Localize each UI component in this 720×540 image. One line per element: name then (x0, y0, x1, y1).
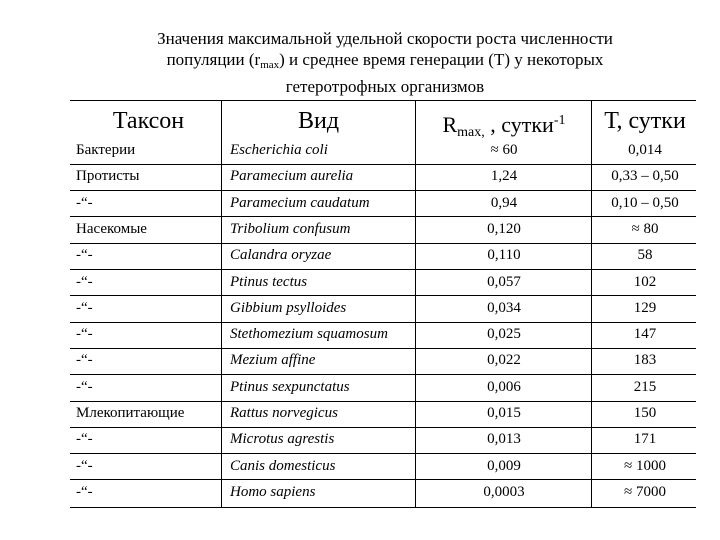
cell-species: Paramecium caudatum (230, 195, 370, 211)
title-line-2-start: популяции (r (166, 50, 261, 69)
header-rmax-subscript: max, (457, 125, 485, 140)
cell-generation-time: 102 (633, 274, 657, 290)
cell-rmax: 1,24 (490, 168, 518, 184)
cell-taxon: Бактерии (76, 142, 136, 158)
title-line-3: гетеротрофных организмов (285, 77, 485, 96)
cell-species: Escherichia coli (230, 142, 328, 158)
cell-species: Microtus agrestis (230, 431, 335, 447)
cell-generation-time: 129 (633, 300, 657, 316)
cell-taxon: Протисты (76, 168, 140, 184)
cell-species: Paramecium aurelia (230, 168, 354, 184)
cell-rmax: 0,120 (487, 221, 521, 237)
cell-taxon: -“- (76, 431, 93, 447)
column-divider-species (415, 100, 416, 507)
cell-species: Ptinus tectus (230, 274, 308, 290)
table-top-border (70, 100, 696, 101)
cell-taxon: -“- (76, 326, 93, 342)
cell-generation-time: 183 (633, 352, 657, 368)
cell-generation-time: 147 (633, 326, 657, 342)
cell-generation-time: 215 (633, 379, 657, 395)
cell-generation-time: ≈ 80 (631, 221, 659, 237)
cell-generation-time: 58 (637, 247, 653, 263)
cell-rmax: 0,94 (490, 195, 518, 211)
cell-species: Stethomezium squamosum (230, 326, 388, 342)
cell-generation-time: 150 (633, 405, 657, 421)
title-line-1: Значения максимальной удельной скорости роста численности (157, 29, 613, 48)
title-line-2-end: ) и среднее время генерации (Т) у некоторых (279, 50, 604, 69)
cell-rmax: 0,0003 (483, 484, 525, 500)
column-divider-taxon (221, 100, 222, 507)
cell-generation-time: 171 (633, 431, 657, 447)
cell-species: Homo sapiens (230, 484, 316, 500)
cell-taxon: -“- (76, 247, 93, 263)
title-line-2 (60, 49, 710, 76)
cell-species: Tribolium confusum (230, 221, 351, 237)
header-generation-time: Т, сутки (604, 108, 686, 134)
table-bottom-border (70, 507, 696, 508)
header-rmax (417, 103, 591, 139)
column-divider-r (591, 100, 592, 507)
cell-generation-time: 0,10 – 0,50 (611, 195, 679, 211)
cell-rmax: 0,025 (487, 326, 521, 342)
cell-generation-time: 0,014 (628, 142, 662, 158)
cell-taxon: -“- (76, 484, 93, 500)
cell-rmax: 0,013 (487, 431, 521, 447)
cell-species: Mezium affine (230, 352, 316, 368)
cell-rmax: 0,034 (487, 300, 521, 316)
cell-taxon: Насекомые (76, 221, 147, 237)
header-rmax-symbol: R (442, 112, 458, 137)
cell-rmax: 0,022 (487, 352, 521, 368)
cell-taxon: -“- (76, 195, 93, 211)
header-taxon: Таксон (112, 108, 185, 134)
cell-species: Ptinus sexpunctatus (230, 379, 350, 395)
cell-rmax: 0,057 (487, 274, 521, 290)
table-title (60, 28, 710, 97)
cell-taxon: -“- (76, 352, 93, 368)
cell-generation-time: ≈ 7000 (624, 484, 666, 500)
cell-rmax: 0,009 (487, 458, 521, 474)
cell-rmax: 0,015 (487, 405, 521, 421)
header-rmax-unit: , сутки (484, 112, 554, 137)
cell-species: Rattus norvegicus (230, 405, 338, 421)
cell-rmax: 0,006 (487, 379, 521, 395)
cell-rmax: 0,110 (487, 247, 521, 263)
cell-species: Calandra oryzae (230, 247, 332, 263)
cell-taxon: -“- (76, 274, 93, 290)
cell-species: Canis domesticus (230, 458, 336, 474)
cell-generation-time: ≈ 1000 (624, 458, 666, 474)
cell-taxon: -“- (76, 300, 93, 316)
title-rmax-subscript: max (260, 59, 280, 71)
cell-generation-time: 0,33 – 0,50 (611, 168, 679, 184)
cell-taxon: Млекопитающие (76, 405, 185, 421)
cell-taxon: -“- (76, 379, 93, 395)
cell-rmax: ≈ 60 (490, 142, 518, 158)
cell-species: Gibbium psylloides (230, 300, 347, 316)
cell-taxon: -“- (76, 458, 93, 474)
header-species: Вид (297, 108, 340, 134)
header-rmax-superscript: -1 (553, 113, 566, 128)
